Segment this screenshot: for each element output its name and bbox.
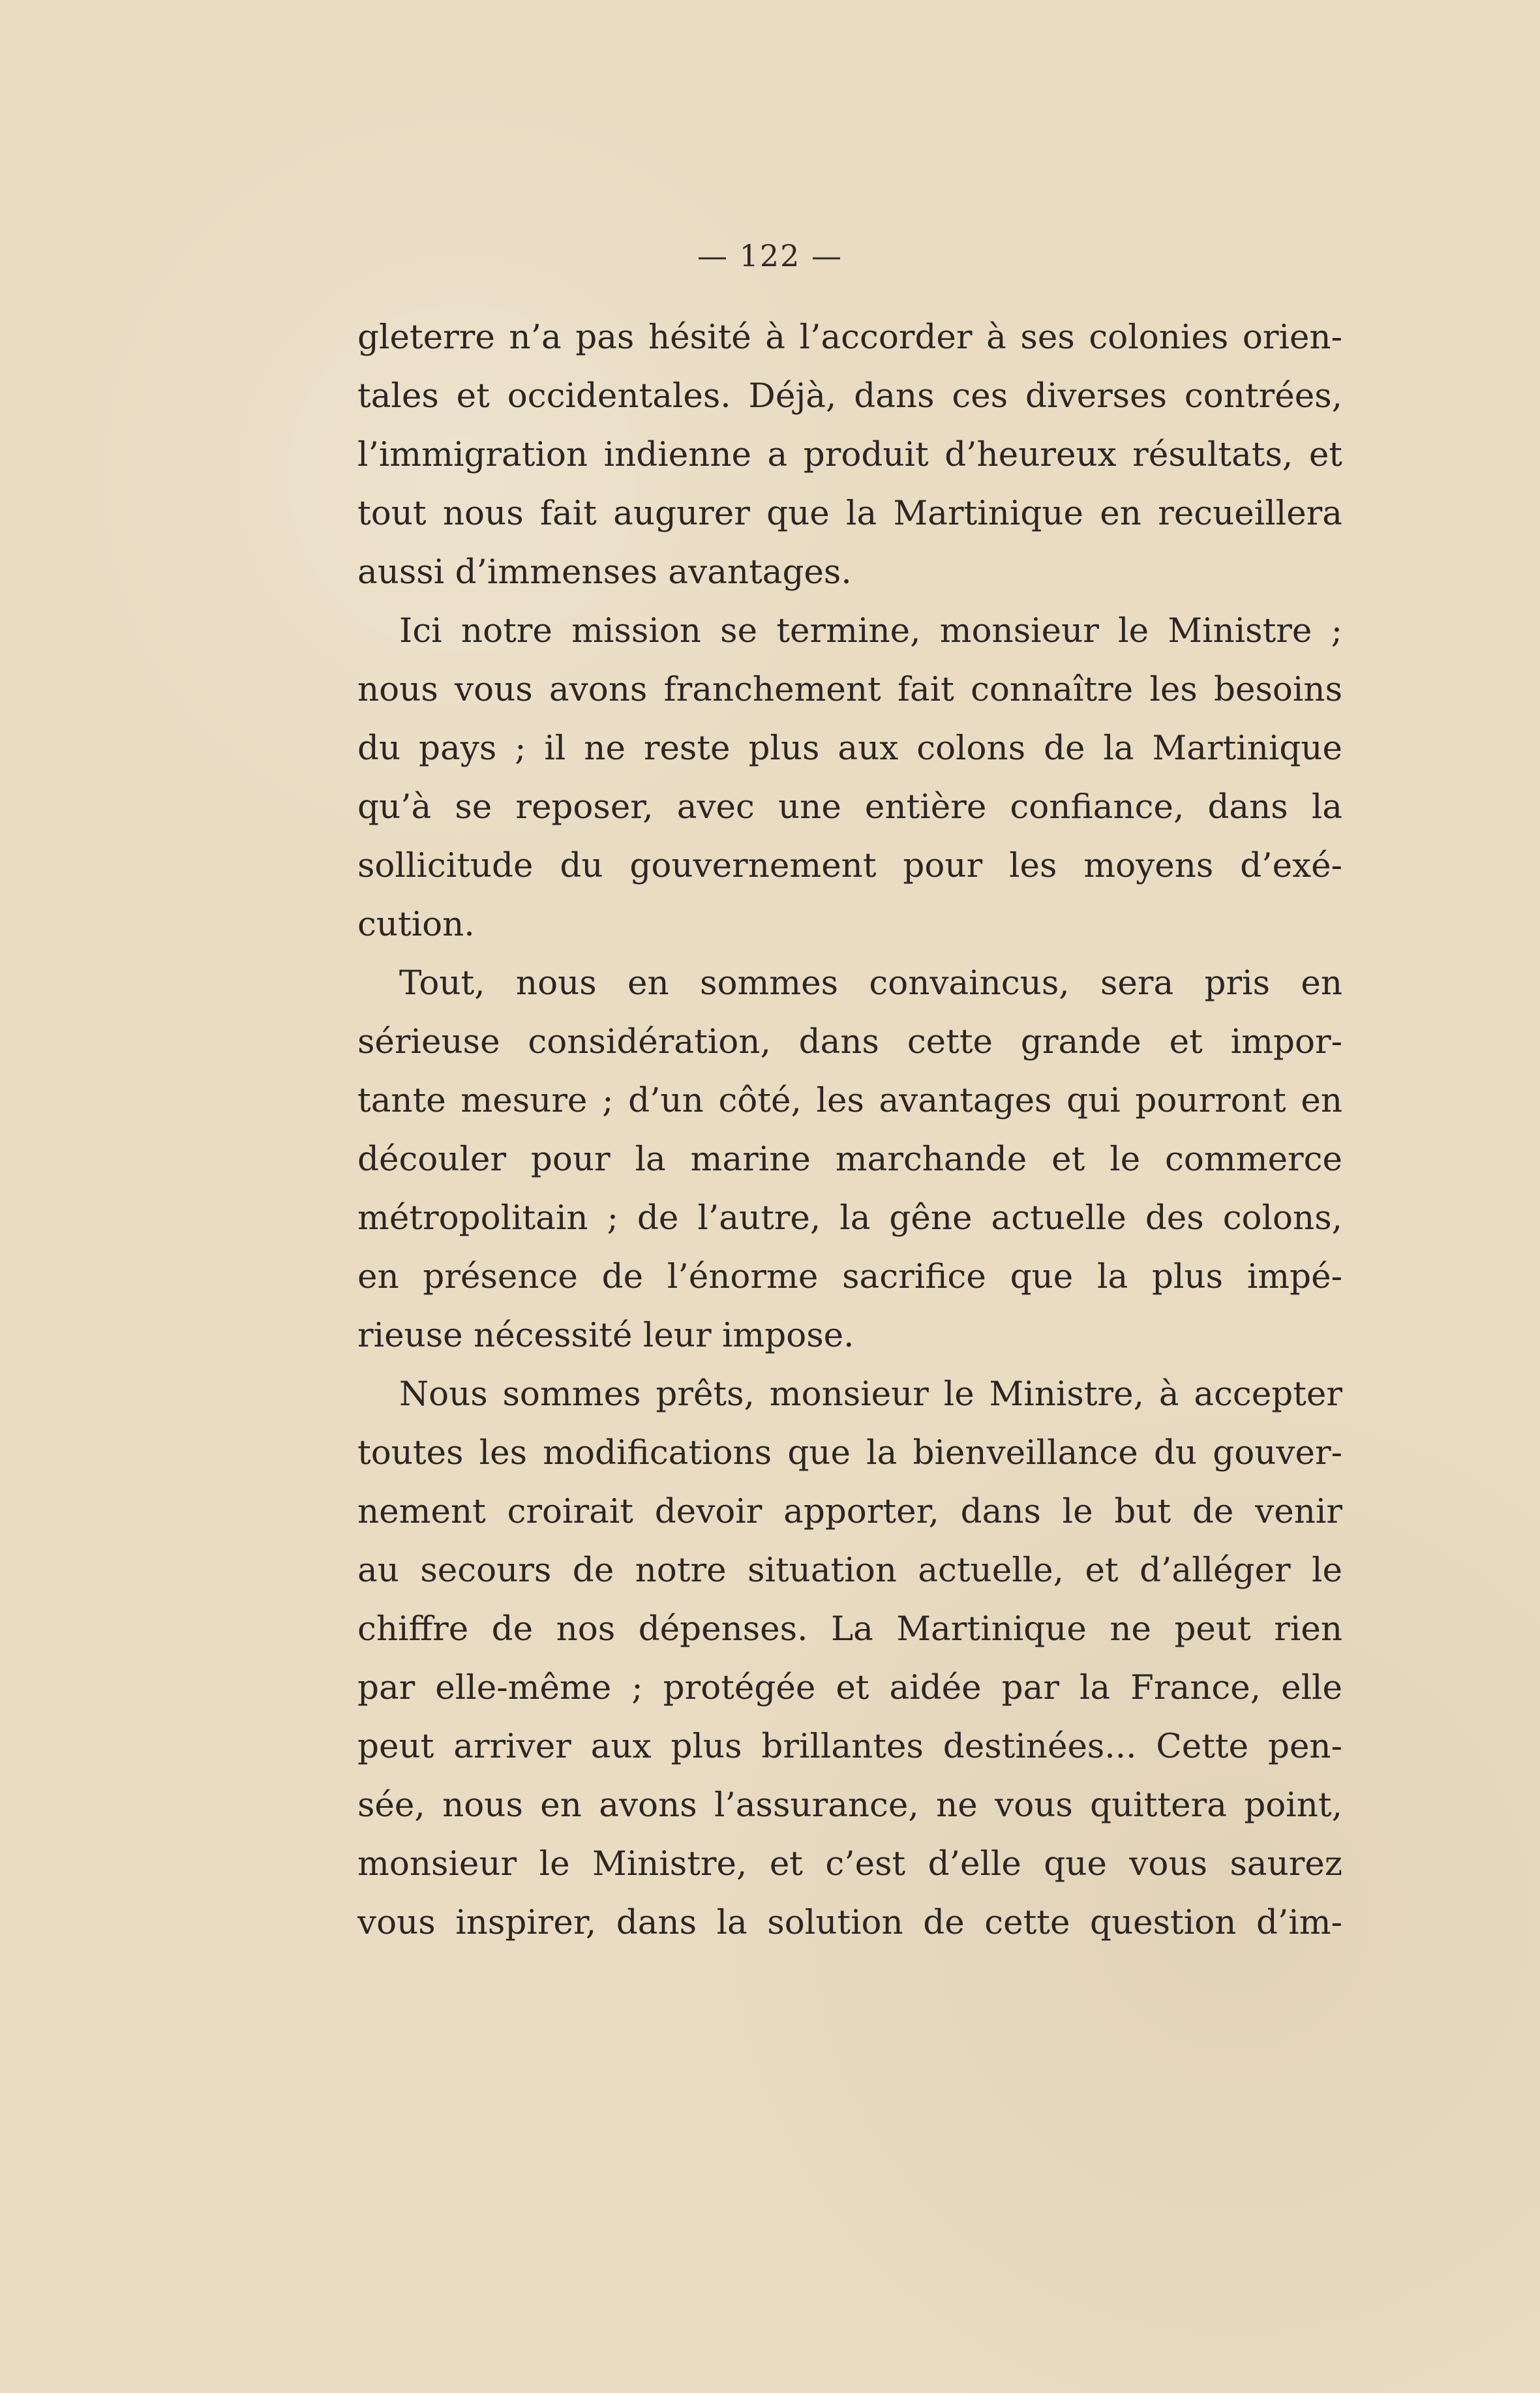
text-line: chiffre de nos dépenses. La Martinique ne peut rien: [357, 1609, 1342, 1649]
text-line: sérieuse considération, dans cette grande et impor-: [357, 1022, 1342, 1061]
text-line: au secours de notre situation actuelle, et d’alléger le: [357, 1551, 1342, 1590]
text-line: monsieur le Ministre, et c’est d’elle que vous saurez: [357, 1844, 1342, 1883]
page-number: — 122 —: [697, 238, 843, 273]
paragraph-first-line: Nous sommes prêts, monsieur le Ministre, à accepter: [399, 1375, 1342, 1414]
body-text: [357, 308, 1342, 1952]
paragraph-first-line: Tout, nous en sommes convaincus, sera pris en: [399, 964, 1342, 1003]
text-line: découler pour la marine marchande et le commerce: [357, 1140, 1342, 1179]
text-line: tales et occidentales. Déjà, dans ces diverses contrées,: [357, 376, 1342, 416]
text-line: nement croirait devoir apporter, dans le but de venir: [357, 1492, 1342, 1531]
text-line: rieuse nécessité leur impose.: [357, 1316, 854, 1355]
text-line: gleterre n’a pas hésité à l’accorder à ses colonies orien-: [357, 318, 1342, 357]
text-line: tout nous fait augurer que la Martinique en recueillera: [357, 494, 1342, 533]
text-line: qu’à se reposer, avec une entière confiance, dans la: [357, 787, 1342, 827]
text-line: aussi d’immenses avantages.: [357, 553, 852, 592]
text-line: vous inspirer, dans la solution de cette question d’im-: [357, 1903, 1342, 1942]
text-line: l’immigration indienne a produit d’heureux résultats, et: [357, 435, 1342, 474]
paragraph-first-line: Ici notre mission se termine, monsieur le Ministre ;: [399, 611, 1342, 650]
text-line: métropolitain ; de l’autre, la gêne actuelle des colons,: [357, 1198, 1342, 1238]
text-line: du pays ; il ne reste plus aux colons de la Martinique: [357, 729, 1342, 768]
text-line: sollicitude du gouvernement pour les moyens d’exé-: [357, 846, 1342, 885]
text-line: tante mesure ; d’un côté, les avantages qui pourront en: [357, 1081, 1342, 1120]
text-line: peut arriver aux plus brillantes destinées... Cette pen-: [357, 1727, 1342, 1766]
text-line: cution.: [357, 905, 475, 944]
text-line: en présence de l’énorme sacrifice que la plus impé-: [357, 1257, 1342, 1296]
text-line: toutes les modifications que la bienveillance du gouver-: [357, 1433, 1342, 1472]
text-line: nous vous avons franchement fait connaître les besoins: [357, 670, 1342, 709]
text-line: par elle-même ; protégée et aidée par la France, elle: [357, 1668, 1342, 1707]
text-line: sée, nous en avons l’assurance, ne vous quittera point,: [357, 1786, 1342, 1825]
